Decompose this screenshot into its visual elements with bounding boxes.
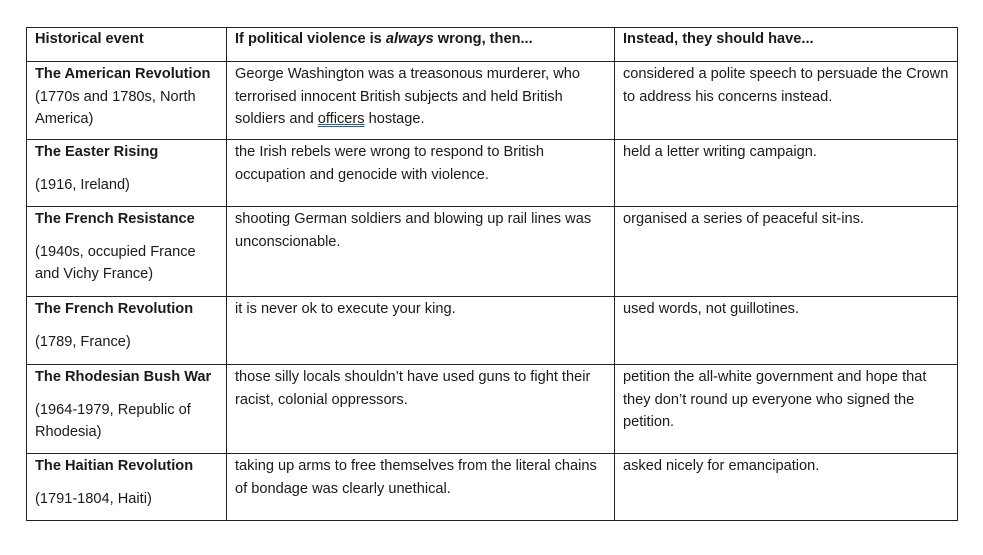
event-name: The American Revolution: [35, 66, 211, 82]
table-row: [27, 207, 958, 297]
alternative-text: held a letter writing campaign.: [623, 144, 817, 160]
header-alternative: [615, 28, 958, 62]
alternative-text: used words, not guillotines.: [623, 301, 800, 317]
consequence-text: the Irish rebels were wrong to respond to British occupation and genocide with violence.: [235, 144, 545, 183]
header-premise-emphasis: always: [385, 31, 434, 47]
consequence-text-part: George Washington was a treasonous murderer, who terrorised innocent British subjects and held British soldiers and: [235, 66, 581, 127]
header-premise-suffix: wrong, then...: [433, 31, 533, 47]
alternative-cell: [615, 365, 958, 454]
table-row: [27, 365, 958, 454]
alternative-cell: [615, 62, 958, 140]
table-row: [27, 297, 958, 365]
consequence-text: it is never ok to execute your king.: [235, 301, 456, 317]
event-cell: [27, 140, 227, 207]
alternative-cell: [615, 207, 958, 297]
header-event-label: Historical event: [35, 31, 144, 47]
event-name: The Haitian Revolution: [35, 458, 194, 474]
consequence-text: [235, 63, 606, 131]
event-cell: [27, 454, 227, 521]
event-name: The French Resistance: [35, 211, 195, 227]
alternative-text: organised a series of peaceful sit-ins.: [623, 211, 864, 227]
event-cell: [27, 207, 227, 297]
spellcheck-flagged-word[interactable]: officers: [317, 111, 365, 127]
header-premise-prefix: If political violence is: [235, 31, 386, 47]
consequence-cell: [227, 454, 615, 521]
table-row: [27, 454, 958, 521]
alternative-text: asked nicely for emancipation.: [623, 458, 820, 474]
event-detail: (1916, Ireland): [35, 176, 130, 193]
event-cell: [27, 365, 227, 454]
event-detail: (1964-1979, Republic of Rhodesia): [35, 401, 191, 440]
header-alternative-label: Instead, they should have...: [623, 31, 814, 47]
table-row: [27, 140, 958, 207]
header-premise: [227, 28, 615, 62]
alternative-cell: [615, 454, 958, 521]
header-historical-event: [27, 28, 227, 62]
event-detail: (1789, France): [35, 333, 131, 350]
event-detail: (1791-1804, Haiti): [35, 490, 152, 507]
event-detail: (1940s, occupied France and Vichy France): [35, 243, 196, 282]
event-cell: [27, 62, 227, 140]
historical-events-table: [26, 27, 958, 521]
consequence-cell: [227, 297, 615, 365]
event-name: The Easter Rising: [35, 144, 159, 160]
table-row: [27, 62, 958, 140]
alternative-cell: [615, 140, 958, 207]
event-cell: [27, 297, 227, 365]
event-name: The French Revolution: [35, 301, 194, 317]
alternative-text: petition the all-white government and hope that they don’t round up everyone who signed the petition.: [623, 369, 927, 430]
consequence-cell: [227, 207, 615, 297]
consequence-cell: [227, 365, 615, 454]
consequence-text: taking up arms to free themselves from the literal chains of bondage was clearly unethical.: [235, 458, 597, 497]
consequence-text: shooting German soldiers and blowing up rail lines was unconscionable.: [235, 211, 592, 250]
consequence-cell: [227, 140, 615, 207]
consequence-cell: [227, 62, 615, 140]
event-detail: (1770s and 1780s, North America): [35, 88, 196, 127]
header-premise-label: [235, 31, 533, 47]
event-name: The Rhodesian Bush War: [35, 369, 212, 385]
consequence-text-part: hostage.: [364, 111, 425, 127]
consequence-text: those silly locals shouldn’t have used guns to fight their racist, colonial oppressors.: [235, 369, 591, 408]
alternative-cell: [615, 297, 958, 365]
alternative-text: considered a polite speech to persuade the Crown to address his concerns instead.: [623, 66, 949, 105]
table-header-row: [27, 28, 958, 62]
